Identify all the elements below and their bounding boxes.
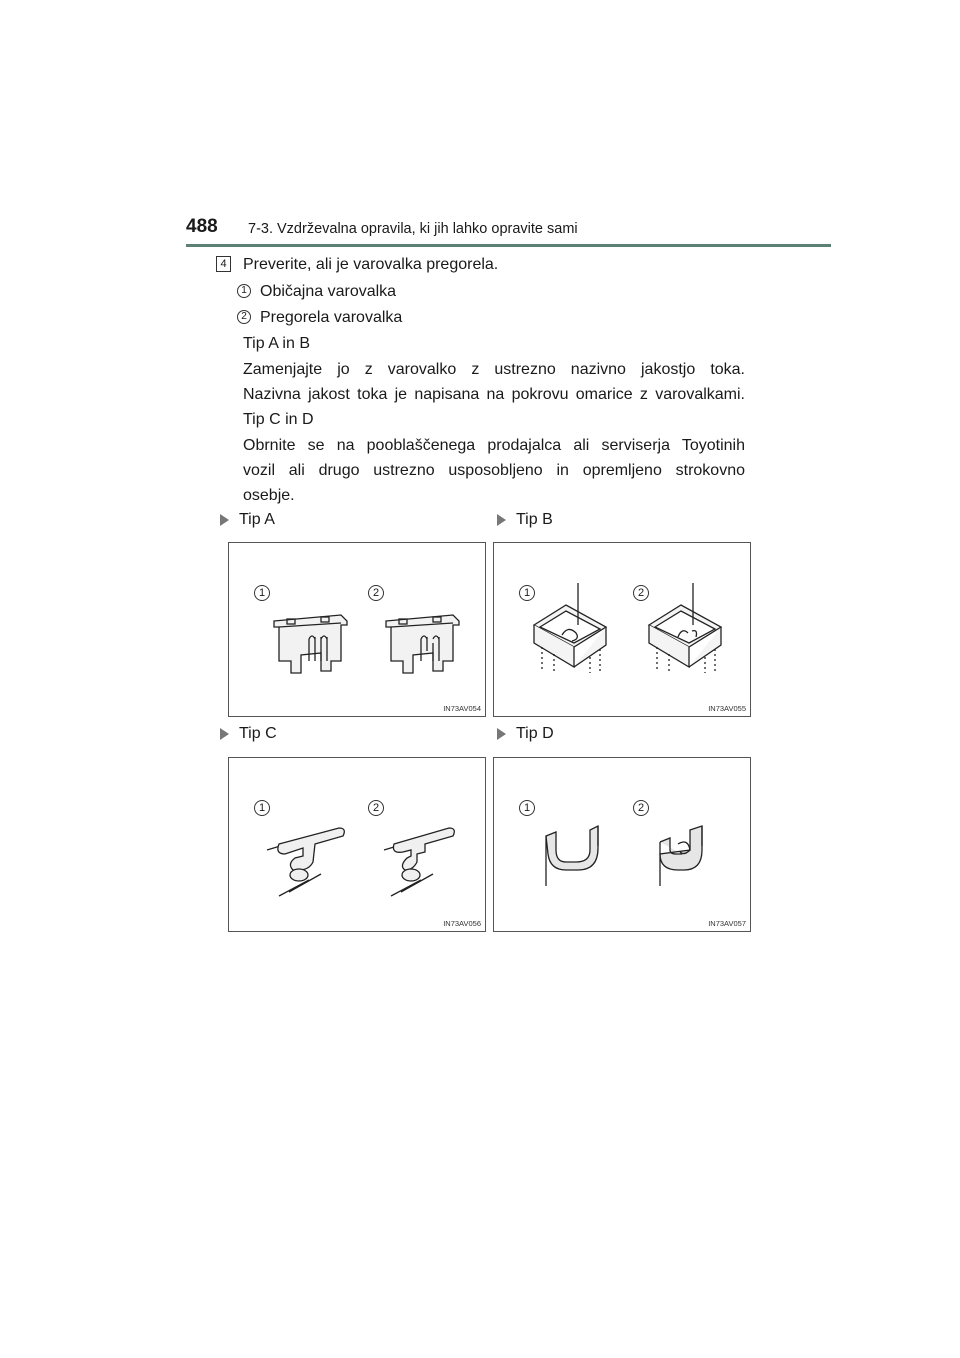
- triangle-bullet-icon: [497, 514, 506, 526]
- callout-1: 1: [254, 800, 270, 816]
- figure-tip-a: [228, 542, 486, 717]
- section-title: 7-3. Vzdrževalna opravila, ki jih lahko opravite sami: [248, 221, 578, 237]
- bolt-fuse-illustration: [494, 758, 750, 931]
- figure-tip-b: [493, 542, 751, 717]
- ab-paragraph: [243, 357, 745, 407]
- step-number-badge: 4: [216, 256, 231, 272]
- item-badge-1: 1: [237, 284, 251, 298]
- blade-fuse-illustration: [229, 543, 485, 716]
- ab-heading: Tip A in B: [243, 335, 310, 352]
- callout-2: 2: [633, 800, 649, 816]
- callout-1: 1: [519, 800, 535, 816]
- callout-1: 1: [254, 585, 270, 601]
- triangle-bullet-icon: [220, 728, 229, 740]
- cd-heading: Tip C in D: [243, 411, 314, 428]
- item-text-2: Pregorela varovalka: [260, 309, 403, 326]
- figure-code: IN73AV055: [708, 704, 746, 713]
- header-rule: [186, 244, 831, 247]
- figure-code: IN73AV056: [443, 919, 481, 928]
- ab-line-1: Zamenjajte jo z varovalko z ustrezno nazivno jakostjo toka.: [243, 361, 745, 378]
- cd-line-3: osebje.: [243, 487, 295, 504]
- figure-tip-d: [493, 757, 751, 932]
- cartridge-fuse-illustration: [494, 543, 750, 716]
- strip-fuse-illustration: [229, 758, 485, 931]
- page-number: 488: [186, 216, 218, 237]
- callout-1: 1: [519, 585, 535, 601]
- item-badge-2: 2: [237, 310, 251, 324]
- figure-label-tip-c: Tip C: [220, 725, 277, 743]
- figure-label-tip-d: Tip D: [497, 725, 554, 743]
- callout-2: 2: [368, 585, 384, 601]
- figure-label-tip-b: Tip B: [497, 511, 553, 529]
- item-text-1: Običajna varovalka: [260, 283, 397, 300]
- step-text: Preverite, ali je varovalka pregorela.: [243, 256, 499, 273]
- triangle-bullet-icon: [497, 728, 506, 740]
- figure-tip-c: [228, 757, 486, 932]
- cd-paragraph: [243, 433, 745, 508]
- callout-2: 2: [633, 585, 649, 601]
- cd-line-2: vozil ali drugo ustrezno usposobljeno in opremljeno strokovno: [243, 462, 745, 479]
- figure-code: IN73AV054: [443, 704, 481, 713]
- ab-line-2: Nazivna jakost toka je napisana na pokrovu omarice z varovalkami.: [243, 386, 745, 403]
- figure-label-tip-a: Tip A: [220, 511, 275, 529]
- figure-code: IN73AV057: [708, 919, 746, 928]
- callout-2: 2: [368, 800, 384, 816]
- cd-line-1: Obrnite se na pooblaščenega prodajalca ali serviserja Toyotinih: [243, 437, 745, 454]
- triangle-bullet-icon: [220, 514, 229, 526]
